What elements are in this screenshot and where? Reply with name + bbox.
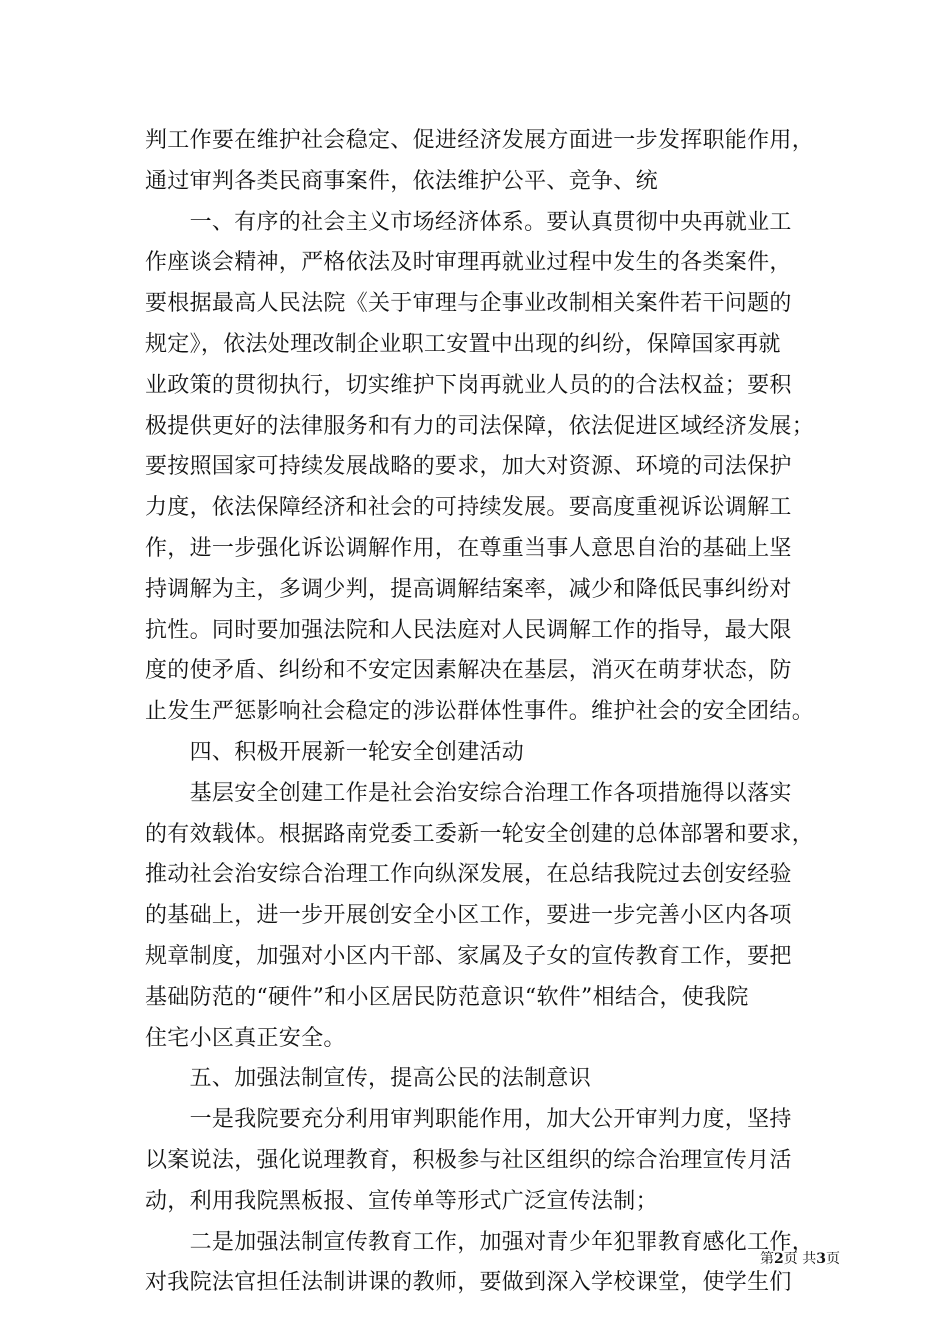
text-line: 一、有序的社会主义市场经济体系。要认真贯彻中央再就业工: [145, 209, 792, 235]
text-line: 极提供更好的法律服务和有力的司法保障，依法促进区域经济发展；: [145, 413, 815, 439]
text-line: 的有效载体。根据路南党委工委新一轮安全创建的总体部署和要求，: [145, 821, 815, 847]
text-line: 力度，依法保障经济和社会的可持续发展。要高度重视诉讼调解工: [145, 495, 792, 521]
text-line: 规章制度，加强对小区内干部、家属及子女的宣传教育工作，要把: [145, 943, 792, 969]
page-footer: [700, 1248, 840, 1268]
text-line: 五、加强法制宣传，提高公民的法制意识: [145, 1066, 592, 1092]
text-line: 度的使矛盾、纠纷和不安定因素解决在基层，消灭在萌芽状态，防: [145, 658, 792, 684]
footer-suffix: 页: [826, 1251, 840, 1267]
text-line: 基层安全创建工作是社会治安综合治理工作各项措施得以落实: [145, 780, 792, 806]
text-line: 要根据最高人民法院《关于审理与企事业改制相关案件若干问题的: [145, 291, 792, 317]
text-line: 对我院法官担任法制讲课的教师，要做到深入学校课堂，使学生们: [145, 1270, 792, 1296]
text-line: 的基础上，进一步开展创安全小区工作，要进一步完善小区内各项: [145, 903, 792, 929]
text-line: 业政策的贯彻执行，切实维护下岗再就业人员的的合法权益；要积: [145, 372, 792, 398]
text-line: 四、积极开展新一轮安全创建活动: [145, 739, 525, 765]
text-line: 通过审判各类民商事案件，依法维护公平、竞争、统: [145, 168, 658, 194]
text-line: 基础防范的“硬件”和小区居民防范意识“软件”相结合，使我院: [145, 984, 749, 1010]
footer-total-pages: 3: [816, 1251, 826, 1267]
text-line: 要按照国家可持续发展战略的要求，加大对资源、环境的司法保护: [145, 454, 792, 480]
text-line: 住宅小区真正安全。: [145, 1025, 346, 1051]
text-line: 作，进一步强化诉讼调解作用，在尊重当事人意思自治的基础上坚: [145, 535, 792, 561]
footer-page-number: 2: [774, 1251, 784, 1267]
text-line: 一是我院要充分利用审判职能作用，加大公开审判力度，坚持: [145, 1107, 792, 1133]
text-line: 二是加强法制宣传教育工作，加强对青少年犯罪教育感化工作，: [145, 1229, 815, 1255]
text-line: 抗性。同时要加强法院和人民法庭对人民调解工作的指导，最大限: [145, 617, 792, 643]
text-line: 动，利用我院黑板报、宣传单等形式广泛宣传法制；: [145, 1188, 658, 1214]
text-line: 持调解为主，多调少判，提高调解结案率，减少和降低民事纠纷对: [145, 576, 792, 602]
text-line: 判工作要在维护社会稳定、促进经济发展方面进一步发挥职能作用，: [145, 128, 815, 153]
text-line: 作座谈会精神，严格依法及时审理再就业过程中发生的各类案件，: [145, 250, 792, 276]
body-text: [145, 121, 825, 1304]
text-line: 以案说法，强化说理教育，积极参与社区组织的综合治理宣传月活: [145, 1147, 792, 1173]
text-line: 止发生严惩影响社会稳定的涉讼群体性事件。维护社会的安全团结。: [145, 699, 815, 725]
text-line: 规定》，依法处理改制企业职工安置中出现的纠纷，保障国家再就: [145, 331, 781, 357]
text-line: 推动社会治安综合治理工作向纵深发展，在总结我院过去创安经验: [145, 862, 792, 888]
footer-middle: 页 共: [783, 1251, 817, 1267]
footer-prefix: 第: [760, 1251, 775, 1267]
